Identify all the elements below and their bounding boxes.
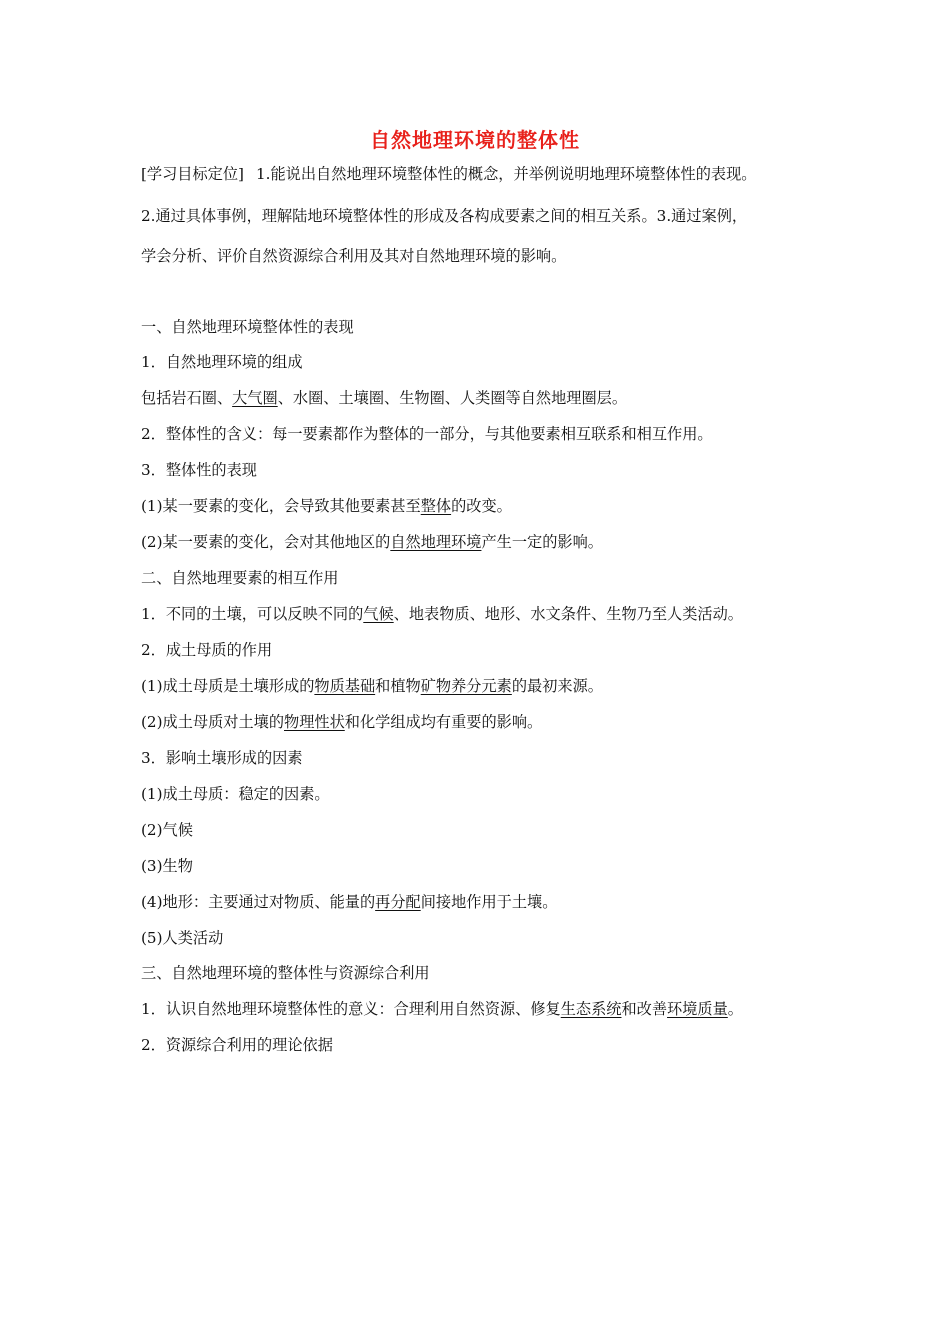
blank-answer: 生态系统: [560, 1000, 622, 1018]
s1-p2: 2．整体性的含义：每一要素都作为整体的一部分，与其他要素相互联系和相互作用。: [141, 425, 713, 443]
s1-p3-title: 3．整体性的表现: [141, 461, 257, 479]
s1-p3-1: (1)某一要素的变化，会导致其他要素甚至整体的改变。: [141, 497, 512, 515]
s1-p1-title: 1．自然地理环境的组成: [141, 353, 303, 371]
blank-answer: 气候: [363, 605, 394, 623]
section-2-heading: 二、自然地理要素的相互作用: [141, 569, 339, 587]
s2-p2-title: 2．成土母质的作用: [141, 641, 273, 659]
s2-p3-4: (4)地形：主要通过对物质、能量的再分配间接地作用于土壤。: [141, 893, 558, 911]
s2-p3-3: (3)生物: [141, 857, 193, 875]
blank-answer: 大气圈: [232, 389, 278, 407]
blank-answer: 再分配: [375, 893, 421, 911]
s2-p2-1: (1)成土母质是土壤形成的物质基础和植物矿物养分元素的最初来源。: [141, 677, 603, 695]
blank-answer: 物理性状: [284, 713, 345, 731]
blank-answer: 整体: [420, 497, 452, 515]
objectives-label: [学习目标定位]: [141, 165, 244, 183]
s2-p3-2: (2)气候: [141, 821, 193, 839]
s2-p2-2: (2)成土母质对土壤的物理性状和化学组成均有重要的影响。: [141, 713, 543, 731]
s2-p3-title: 3．影响土壤形成的因素: [141, 749, 303, 767]
s3-p1: 1．认识自然地理环境整体性的意义：合理利用自然资源、修复生态系统和改善环境质量。: [141, 1000, 743, 1018]
section-1-heading: 一、自然地理环境整体性的表现: [141, 318, 354, 336]
section-3-heading: 三、自然地理环境的整体性与资源综合利用: [141, 964, 430, 982]
s1-p3-2: (2)某一要素的变化，会对其他地区的自然地理环境产生一定的影响。: [141, 533, 603, 551]
s1-p1-text: 包括岩石圈、大气圈、水圈、土壤圈、生物圈、人类圈等自然地理圈层。: [141, 389, 627, 407]
blank-answer: 矿物养分元素: [420, 677, 512, 695]
blank-answer: 自然地理环境: [390, 533, 482, 551]
objectives-line-2: 2.通过具体事例，理解陆地环境整体性的形成及各构成要素之间的相互关系。3.通过案例，: [141, 207, 748, 225]
s2-p3-5: (5)人类活动: [141, 929, 224, 947]
s3-p2: 2．资源综合利用的理论依据: [141, 1036, 333, 1054]
objectives-line-1: [学习目标定位] 1.能说出自然地理环境整体性的概念，并举例说明地理环境整体性的表现。: [141, 165, 757, 183]
s2-p3-1: (1)成土母质：稳定的因素。: [141, 785, 330, 803]
s2-p1: 1．不同的土壤，可以反映不同的气候、地表物质、地形、水文条件、生物乃至人类活动。: [141, 605, 743, 623]
objectives-line-3: 学会分析、评价自然资源综合利用及其对自然地理环境的影响。: [141, 247, 567, 265]
blank-answer: 环境质量: [667, 1000, 728, 1018]
blank-answer: 物质基础: [314, 677, 376, 695]
page-title: 自然地理环境的整体性: [370, 128, 580, 152]
